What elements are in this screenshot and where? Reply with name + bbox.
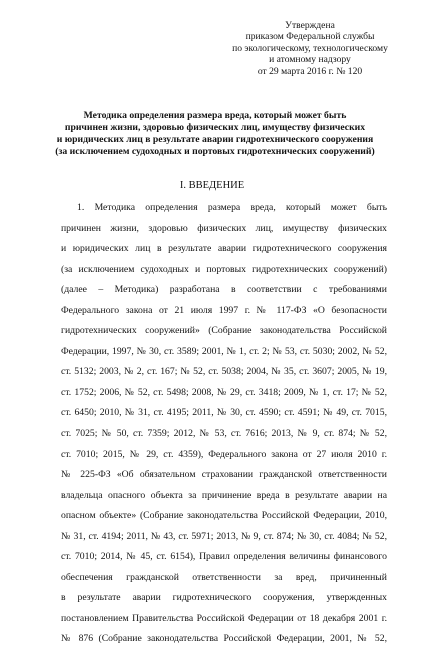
approval-line: приказом Федеральной службы (245, 31, 375, 43)
section-heading: I. ВВЕДЕНИЕ (179, 180, 245, 191)
document-title (40, 110, 390, 158)
body-line: ст. 7010; 2014, № 45, ст. 6154), Правил определения величины финансового (61, 551, 387, 563)
title-line: причинен жизни, здоровью физических лиц, имуществу физических (64, 122, 366, 133)
body-line: опасном объекте» (Собрание законодательства Российской Федерации, 2010, (61, 510, 387, 522)
body-line: № 876 (Собрание законодательства Российской Федерации, 2001, № 52, (61, 633, 387, 645)
body-line: и юридических лиц в результате аварии гидротехнического сооружения (61, 243, 387, 255)
title-line: (за исключением судоходных и портовых гидротехнических сооружений) (55, 146, 375, 157)
approval-line: Утверждена (285, 20, 335, 31)
body-line: ст. 7010; 2015, № 29, ст. 4359), Федерального закона от 27 июля 2010 г. (61, 448, 387, 460)
approval-line: по экологическому, технологическому (232, 42, 388, 54)
body-line: № 225-ФЗ «Об обязательном страховании гражданской ответственности (61, 469, 387, 481)
title-line: Методика определения размера вреда, который может быть (83, 110, 347, 121)
body-line: Федерации, 1997, № 30, ст. 3589; 2001, № 1, ст. 2; № 53, ст. 5030; 2002, № 52, (61, 345, 387, 357)
body-line: 1. Методика определения размера вреда, который может быть (77, 202, 387, 213)
body-line: ст. 5132; 2003, № 2, ст. 167; № 52, ст. 5038; 2004, № 35, ст. 3607; 2005, № 19, (61, 366, 387, 378)
body-line: ст. 1752; 2006, № 52, ст. 5498; 2008, № 29, ст. 3418; 2009, № 1, ст. 17; № 52, (61, 386, 387, 398)
body-paragraph (61, 198, 387, 650)
body-line: Федерального закона от 21 июля 1997 г. № 117-ФЗ «О безопасности (61, 304, 387, 316)
body-line: обеспечения гражданской ответственности за вред, причиненный (61, 571, 387, 583)
body-line: постановлением Правительства Российской Федерации от 18 декабря 2001 г. (61, 612, 387, 624)
body-line: № 31, ст. 4194; 2011, № 43, ст. 5971; 2013, № 9, ст. 874; № 30, ст. 4084; № 52, (61, 530, 387, 542)
body-line: в результате аварии гидротехнического сооружения, утвержденных (61, 592, 387, 604)
body-line: (за исключением судоходных и портовых гидротехнических сооружений) (61, 263, 387, 275)
title-line: и юридических лиц в результате аварии гидротехнического сооружения (56, 134, 374, 145)
body-line: ст. 6450; 2010, № 31, ст. 4195; 2011, № 30, ст. 4590; ст. 4591; № 49, ст. 7015, (61, 407, 387, 419)
body-line: гидротехнических сооружений» (Собрание законодательства Российской (61, 325, 387, 337)
body-line: причинен жизни, здоровью физических лиц, имуществу физических (61, 222, 387, 234)
approval-block (220, 20, 400, 77)
approval-line: от 29 марта 2016 г. № 120 (257, 65, 363, 77)
body-line: ст. 7025; № 50, ст. 7359; 2012, № 53, ст. 7616; 2013, № 9, ст. 874; № 52, (61, 428, 387, 440)
body-line: (далее – Методика) разработана в соответствии с требованиями (61, 284, 387, 296)
body-line: владельца опасного объекта за причинение вреда в результате аварии на (61, 489, 387, 501)
approval-line: и атомному надзору (269, 54, 351, 66)
